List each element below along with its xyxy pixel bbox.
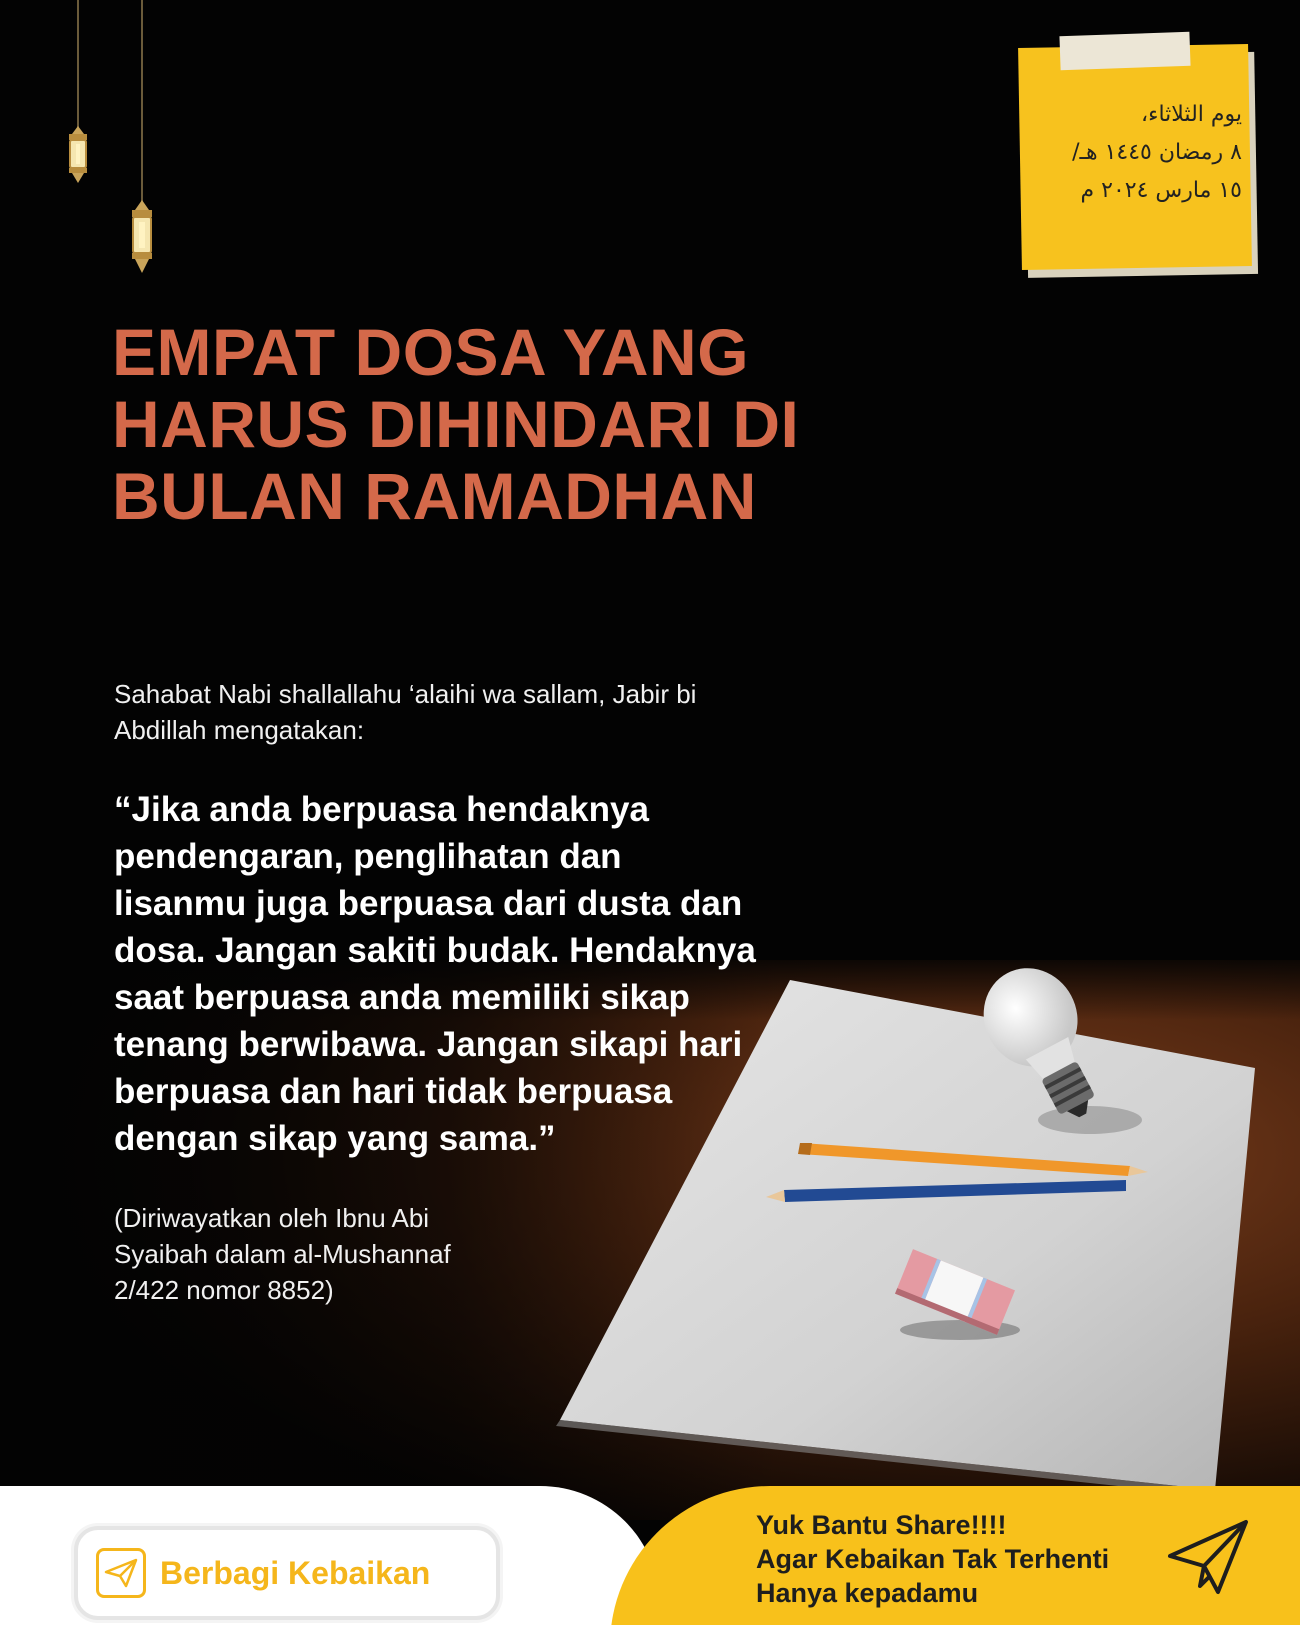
- quote-line: saat berpuasa anda memiliki sikap: [114, 978, 690, 1017]
- quote-line: lisanmu juga berpuasa dari dusta dan: [114, 884, 743, 923]
- date-line-hijri: ٨ رمضان ١٤٤٥ هـ/: [1072, 140, 1242, 165]
- badge-label: Berbagi Kebaikan: [160, 1554, 431, 1591]
- title-line: HARUS DIHINDARI DI: [112, 387, 800, 461]
- share-line: Yuk Bantu Share!!!!: [756, 1510, 1007, 1540]
- intro-line: Abdillah mengatakan:: [114, 715, 365, 745]
- date-line-gregorian: ١٥ مارس ٢٠٢٤ م: [1080, 178, 1242, 203]
- quote-line: dosa. Jangan sakiti budak. Hendaknya: [114, 931, 756, 970]
- hadith-quote: [114, 786, 834, 1162]
- source-line: (Diriwayatkan oleh Ibnu Abi: [114, 1203, 430, 1233]
- intro-line: Sahabat Nabi shallallahu ‘alaihi wa sallam, Jabir bi: [114, 679, 697, 709]
- share-call-to-action: [756, 1508, 1176, 1610]
- quote-line: dengan sikap yang sama.”: [114, 1119, 556, 1158]
- paper-plane-icon: [96, 1548, 146, 1598]
- source-citation: [114, 1200, 574, 1308]
- share-line: Agar Kebaikan Tak Terhenti: [756, 1544, 1110, 1574]
- date-line-day: يوم الثلاثاء،: [1141, 102, 1242, 127]
- berbagi-kebaikan-badge[interactable]: [74, 1526, 500, 1620]
- title-line: BULAN RAMADHAN: [112, 459, 757, 533]
- quote-line: “Jika anda berpuasa hendaknya: [114, 790, 649, 829]
- title-line: EMPAT DOSA YANG: [112, 315, 750, 389]
- share-line: Hanya kepadamu: [756, 1578, 979, 1608]
- source-line: Syaibah dalam al-Mushannaf: [114, 1239, 451, 1269]
- paper-plane-outline-icon[interactable]: [1166, 1516, 1252, 1596]
- quote-line: pendengaran, penglihatan dan: [114, 837, 622, 876]
- quote-line: berpuasa dan hari tidak berpuasa: [114, 1072, 673, 1111]
- quote-line: tenang berwibawa. Jangan sikapi hari: [114, 1025, 743, 1064]
- source-line: 2/422 nomor 8852): [114, 1275, 334, 1305]
